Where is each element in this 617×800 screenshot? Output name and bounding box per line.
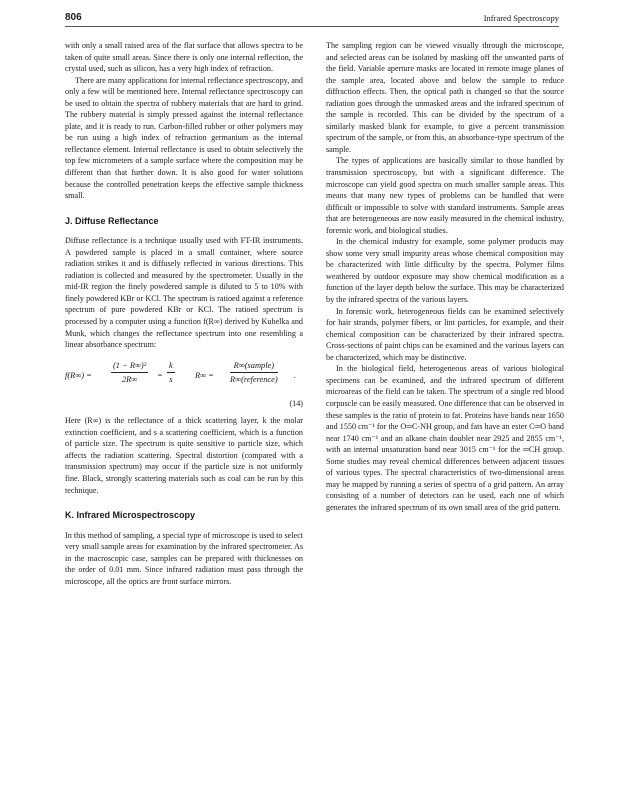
equation-rinf: R∞ = <box>195 370 214 380</box>
paragraph: with only a small raised area of the flat surface that allows spectra to be taken of quite small areas. Since there is only one internal reflection, the crystal used, such as silicon, has a very high index of refraction. <box>65 41 303 74</box>
equals-sign: = <box>157 370 163 380</box>
page-number: 806 <box>65 12 82 23</box>
paragraph: In forensic work, heterogeneous fields can be examined selectively for hair strands, polymer fibers, or lint particles, for example, and their chemical composition can be characterized by their infrared spectra. Cross-sections of paint chips can be examined and the various layers can be characterized, which may be distinctive. <box>326 306 564 362</box>
paragraph: Here (R∞) is the reflectance of a thick scattering layer, k the molar extinction coefficient, and s a scattering coefficient, which is a function of particle size. The spectrum is quite sensitive to particle size, which affects the radiation scattering. Spectral distortion (compared with a transmission spectrum) may occur if the particle size is not uniformly fine. Black, strongly scattering materials such as coal can be run by this technique. <box>65 416 303 495</box>
equation-fraction <box>230 360 278 386</box>
paragraph: The types of applications are basically similar to those handled by transmission spectroscopy, but with a significant difference. The microscope can yield good spectra on much smaller sample areas. This means that many new types of problems can be handled that were difficult or impossible to solve with standard instruments. Sample areas that are heterogeneous are now easily measured in the chemical industry, forensic work, and biological studies. <box>326 156 564 235</box>
header-rule <box>65 26 559 27</box>
fraction-numerator: R∞(sample) <box>230 360 278 374</box>
equation-fraction <box>167 360 175 386</box>
fraction-denominator: R∞(reference) <box>230 375 278 385</box>
equation-lhs: f(R∞) = <box>65 370 92 380</box>
fraction-denominator: 2R∞ <box>121 375 138 385</box>
equation-number: (14) <box>289 398 303 408</box>
fraction-numerator: (1 − R∞)² <box>111 360 148 374</box>
paragraph: The sampling region can be viewed visually through the microscope, and selected areas can be isolated by masking off the unwanted parts of the field. Variable aperture masks are located in remote image planes of the sample area, located above and below the sample to reduce diffraction effects. Then, the optical path is changed so that the source radiation goes through the unmasked areas and the infrared spectrum of the sample is recorded. This can be divided by the spectrum of a similarly masked blank for example, to give a percent transmission spectrum of the sample, or from this, an absorbance-type spectrum of the sample. <box>326 41 564 154</box>
right-column <box>326 40 564 513</box>
equation-fraction <box>111 360 148 386</box>
paragraph: In the chemical industry for example, some polymer products may show some very small impurity areas whose chemical composition may be characterized with little difficulty by the spectra. Polymer films weathered by outdoor exposure may show chemical modification as a function of the layer depth below the surface. This may be characterized by the infrared spectra of the various layers. <box>326 237 564 305</box>
equation-period: . <box>294 370 297 380</box>
left-column <box>65 40 303 587</box>
fraction-numerator: k <box>167 360 175 374</box>
paragraph: Diffuse reflectance is a technique usually used with FT-IR instruments. A powdered sample is placed in a small container, where source radiation strikes it and is diffusely reflected in various directions. This radiation is collected and measured by the spectrometer. Usually in the mid-IR region the finely powdered sample is diluted to 5 to 10% with finely powdered KBr or KCl. The spectrum is ratioed against a reference spectrum of pure powdered KBr or KCl. The ratioed spectrum is processed by a computer using a function f(R∞) derived by Kubelka and Munk, which changes the reflectance spectrum into one resembling a linear absorbance spectrum: <box>65 236 303 350</box>
paragraph: In this method of sampling, a special type of microscope is used to select very small sample areas for examination by the infrared spectrometer. As in the macroscopic case, samples can be prepared with thicknesses on the order of 0.01 mm. Since infrared radiation must pass through the microscope, all the optics are front surface mirrors. <box>65 530 303 586</box>
paragraph: In the biological field, heterogeneous areas of various biological specimens can be examined, and the infrared spectrum of different microareas of the field can be taken. The spectrum of a single red blood corpuscle can be easily measured. One difference that can be observed in these samples is the ratio of protein to fat. Proteins have bands near 1650 and 1550 cm⁻¹ for the O═C-NH group, and fats have an ester C═O band near 1740 cm⁻¹ and an alkane chain doublet near 2925 and 2855 cm⁻¹, with an internal unsaturation band near 3015 cm⁻¹ for the ═CH group. Some studies may reveal chemical differences between adjacent tissues of various types. The spectral characteristics of two-dimensional areas may be mapped by running a series of spectra of a grid pattern. An array consisting of a number of detectors can be used, each one of which generates the infrared spectrum of its own small area of the grid pattern. <box>326 364 564 512</box>
running-title: Infrared Spectroscopy <box>483 13 559 23</box>
fraction-denominator: s <box>169 375 173 385</box>
section-heading-diffuse-reflectance: J. Diffuse Reflectance <box>65 215 159 226</box>
section-heading-infrared-microspectroscopy: K. Infrared Microspectroscopy <box>65 510 196 521</box>
equation-14 <box>65 357 303 395</box>
paragraph: There are many applications for internal reflectance spectroscopy, and only a few will be mentioned here. Internal reflectance spectroscopy can be used to obtain the spectra of rubbery materials that are hard to grind. The rubbery material is simply pressed against the internal reflectance plate, and it is ready to run. Carbon-filled rubber or other polymers may be run using a high index of refraction germanium as the internal reflectance element. Internal reflectance is used to obtain selectively the top few micrometers of a sample surface where the composition may be different than that further down. It is also good for water solutions because the controlled penetration keeps the effective sample thickness small. <box>65 75 303 201</box>
